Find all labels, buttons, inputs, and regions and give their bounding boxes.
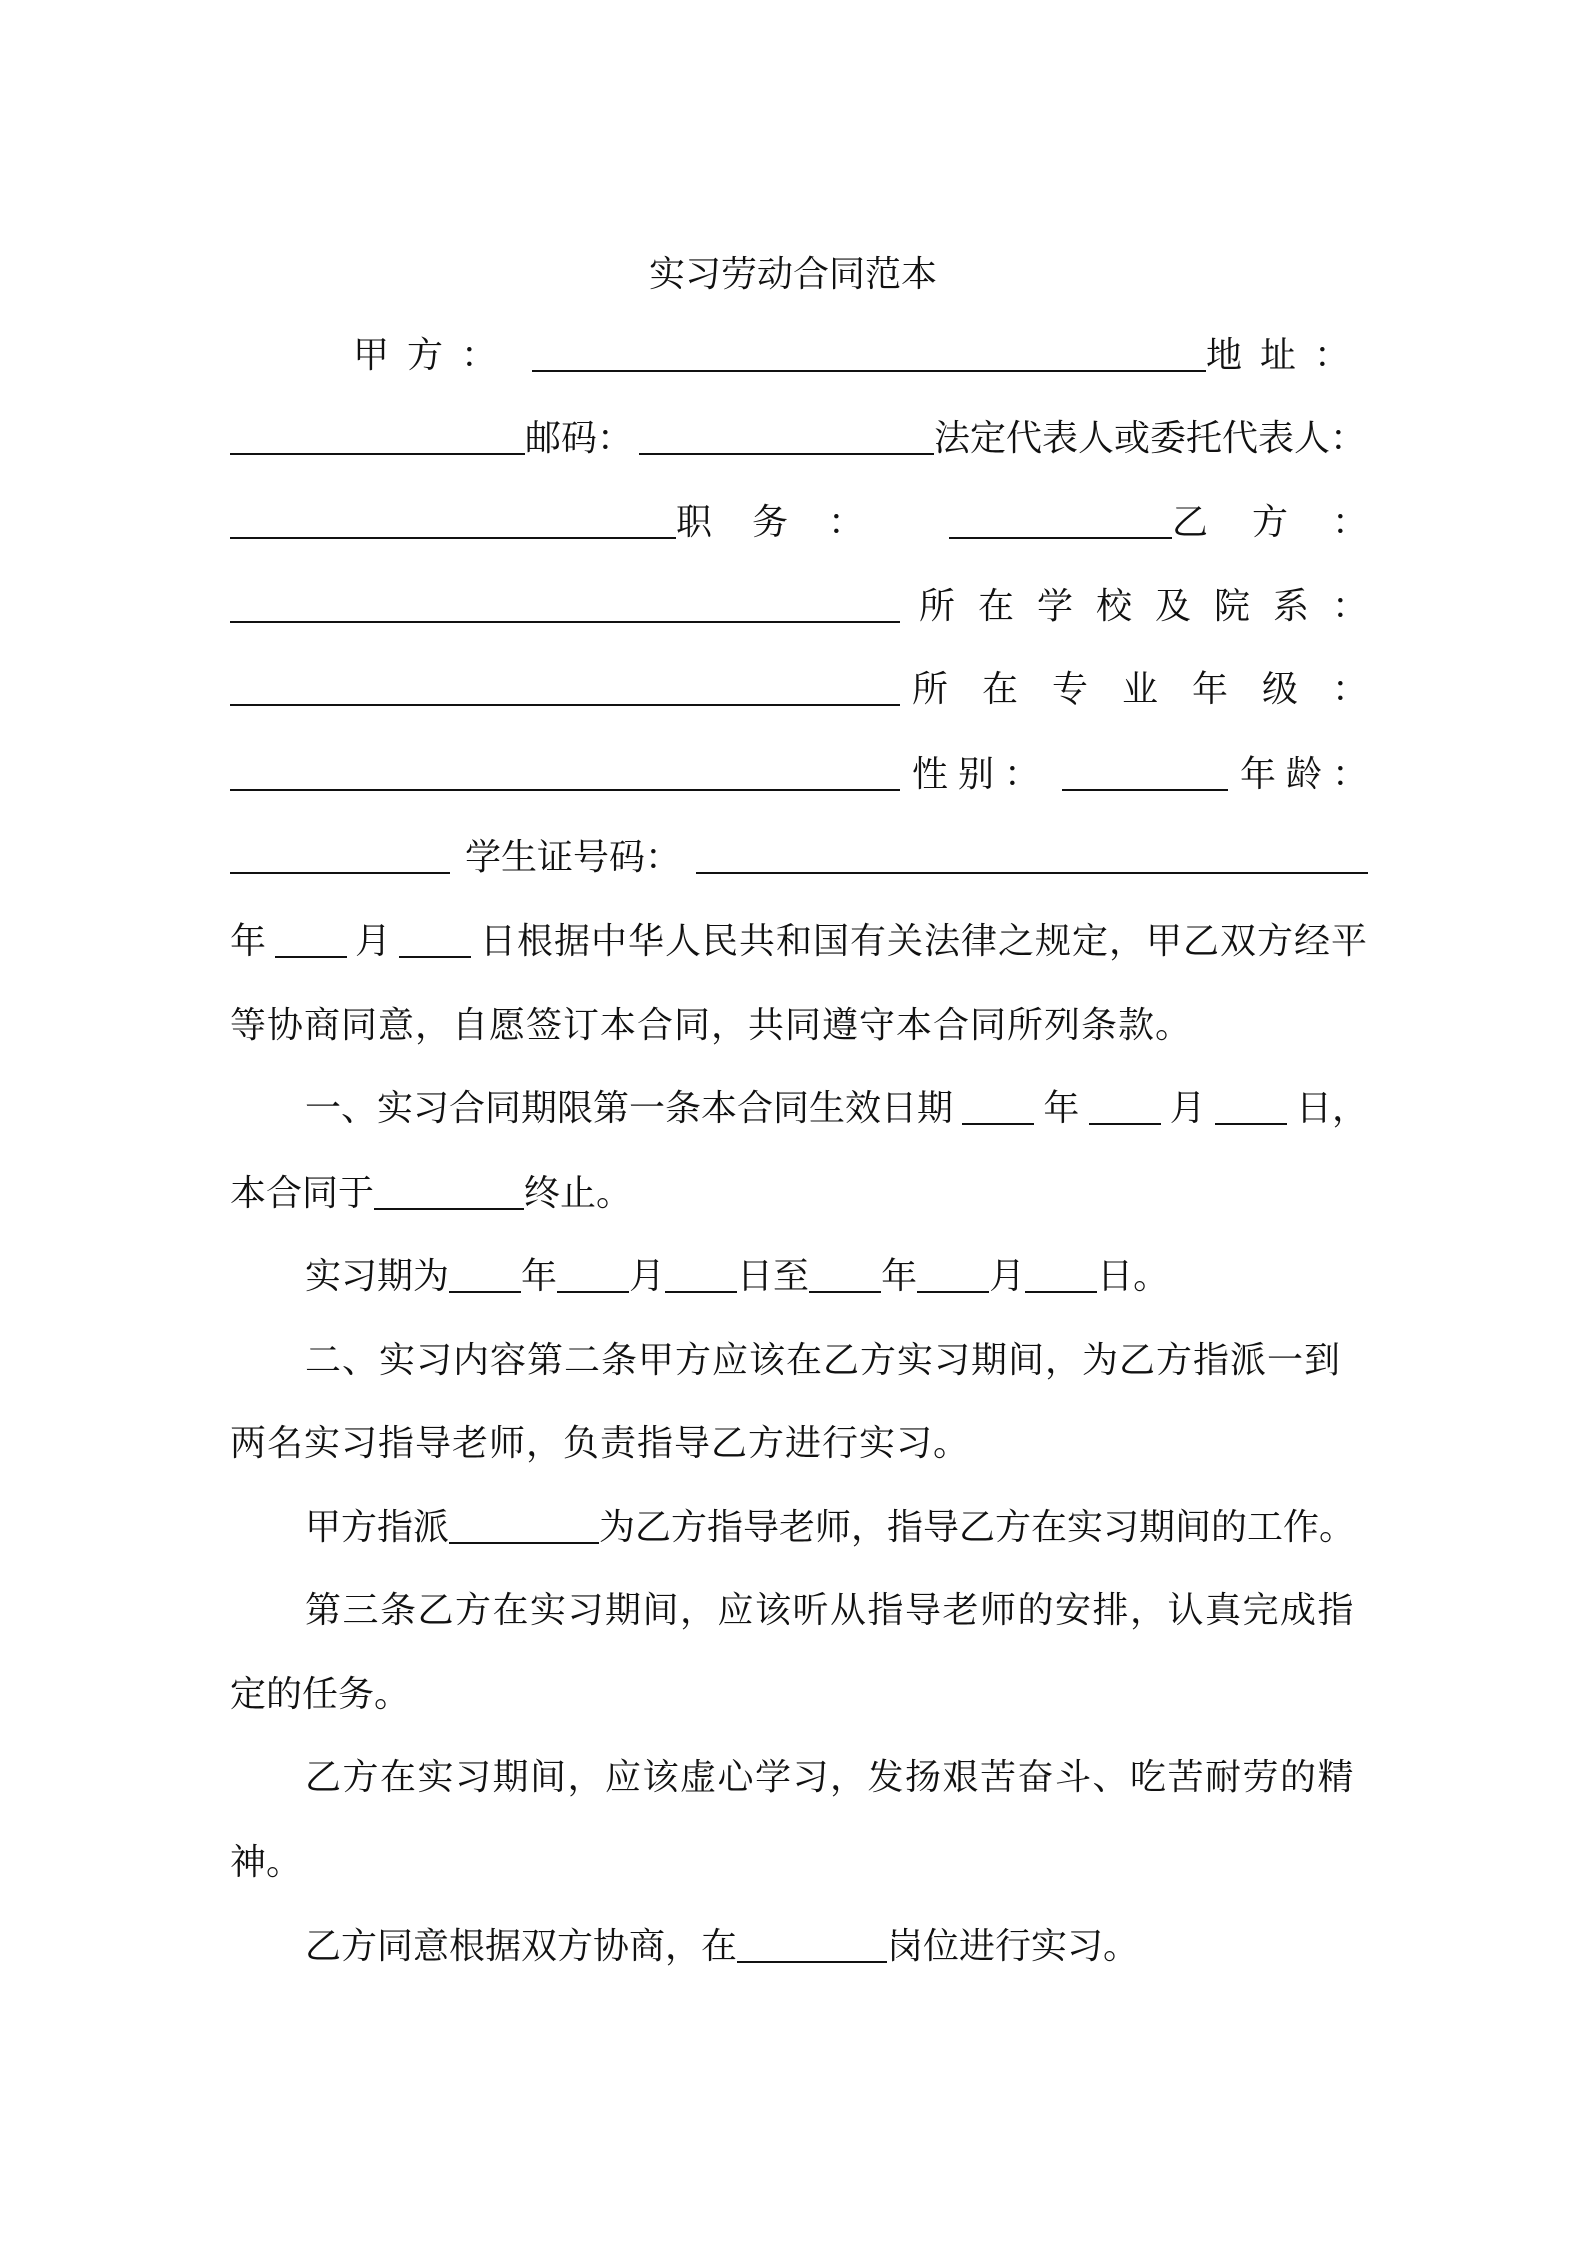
text: 年	[521, 1256, 558, 1297]
text: 月	[1169, 1088, 1206, 1129]
address-label: 地址：	[1205, 335, 1368, 376]
school-dept-label: 所在学校及院系：	[918, 586, 1391, 627]
text: 甲方指派	[305, 1507, 450, 1548]
text: 二、实习内容第二条甲方应该在乙方实习期间，为乙方指派一到	[305, 1340, 1342, 1381]
start-year-blank[interactable]	[449, 1291, 521, 1293]
text: 本合同于	[230, 1173, 375, 1214]
paragraph-line	[230, 1921, 1368, 1969]
party-a-row	[230, 330, 1368, 378]
sign-day-blank[interactable]	[399, 956, 471, 958]
text: 日，	[1295, 1088, 1368, 1129]
paragraph-line	[230, 1669, 1368, 1717]
major-grade-blank[interactable]	[230, 789, 900, 791]
document-title: 实习劳动合同范本	[648, 254, 937, 295]
paragraph-line	[230, 1251, 1368, 1299]
party-a-blank[interactable]	[532, 370, 1206, 372]
text: 日根据中华人民共和国有关法律之规定，甲乙双方经平	[479, 921, 1368, 962]
text: 实习期为	[305, 1256, 450, 1297]
gender-label: 性别：	[911, 754, 1050, 795]
legal-rep-blank[interactable]	[230, 537, 676, 539]
text: 月	[989, 1256, 1026, 1297]
effective-month-blank[interactable]	[1089, 1123, 1161, 1125]
text: 两名实习指导老师，负责指导乙方进行实习。	[230, 1423, 971, 1464]
text: 月	[354, 921, 391, 962]
text: 神。	[230, 1842, 303, 1883]
text: 等协商同意，自愿签订本合同，共同遵守本合同所列条款。	[230, 1005, 1193, 1046]
paragraph-line	[230, 1000, 1368, 1048]
gender-row	[230, 749, 1378, 797]
text: 乙方同意根据双方协商，在	[305, 1926, 738, 1967]
text: 岗位进行实习。	[887, 1926, 1140, 1967]
end-year-blank[interactable]	[809, 1291, 881, 1293]
paragraph-line	[230, 1585, 1368, 1633]
address-blank[interactable]	[230, 453, 525, 455]
sign-month-blank[interactable]	[275, 956, 347, 958]
text: 第三条乙方在实习期间，应该听从指导老师的安排，认真完成指	[305, 1590, 1356, 1631]
paragraph-line	[230, 1502, 1368, 1550]
text: 日。	[1097, 1256, 1170, 1297]
paragraph-line	[230, 1168, 1368, 1216]
supervisor-blank[interactable]	[449, 1542, 599, 1544]
text: 年	[881, 1256, 918, 1297]
legal-rep-label: 法定代表人或委托代表人：	[934, 418, 1367, 459]
start-month-blank[interactable]	[557, 1291, 629, 1293]
major-row	[230, 664, 1402, 712]
text: 终止。	[524, 1173, 633, 1214]
post-blank[interactable]	[737, 1961, 887, 1963]
student-id-row	[230, 832, 1368, 880]
party-b-label: 乙方：	[1171, 502, 1412, 543]
party-b-blank[interactable]	[230, 621, 900, 623]
paragraph-line	[230, 916, 1368, 964]
paragraph-line	[230, 1418, 1368, 1466]
termination-blank[interactable]	[374, 1208, 524, 1210]
end-day-blank[interactable]	[1025, 1291, 1097, 1293]
postcode-label: 邮码：	[525, 418, 634, 459]
major-grade-label: 所在专业年级：	[911, 669, 1402, 710]
postcode-blank[interactable]	[639, 453, 934, 455]
text: 年	[230, 921, 267, 962]
age-label: 年龄：	[1239, 754, 1378, 795]
student-id-label: 学生证号码：	[464, 837, 681, 878]
text: 月	[629, 1256, 666, 1297]
text: 定的任务。	[230, 1674, 411, 1715]
start-day-blank[interactable]	[665, 1291, 737, 1293]
effective-year-blank[interactable]	[962, 1123, 1034, 1125]
age-blank[interactable]	[230, 872, 450, 874]
paragraph-line	[230, 1752, 1368, 1800]
party-a-label: 甲方：	[353, 335, 516, 376]
school-row	[230, 581, 1391, 629]
student-id-blank[interactable]	[696, 872, 1368, 874]
text: 年	[1043, 1088, 1080, 1129]
text: 乙方在实习期间，应该虚心学习，发扬艰苦奋斗、吃苦耐劳的精	[305, 1757, 1356, 1798]
gender-blank[interactable]	[1062, 789, 1228, 791]
effective-day-blank[interactable]	[1215, 1123, 1287, 1125]
paragraph-line	[230, 1837, 1368, 1885]
position-blank[interactable]	[949, 537, 1172, 539]
school-dept-blank[interactable]	[230, 704, 900, 706]
position-row	[230, 497, 1412, 545]
paragraph-line	[230, 1083, 1368, 1131]
position-label: 职务：	[676, 502, 905, 543]
postcode-row	[230, 413, 1368, 461]
paragraph-line	[230, 1335, 1368, 1383]
end-month-blank[interactable]	[917, 1291, 989, 1293]
text: 一、实习合同期限第一条本合同生效日期	[305, 1088, 954, 1129]
text: 为乙方指导老师，指导乙方在实习期间的工作。	[599, 1507, 1356, 1548]
text: 日至	[737, 1256, 810, 1297]
